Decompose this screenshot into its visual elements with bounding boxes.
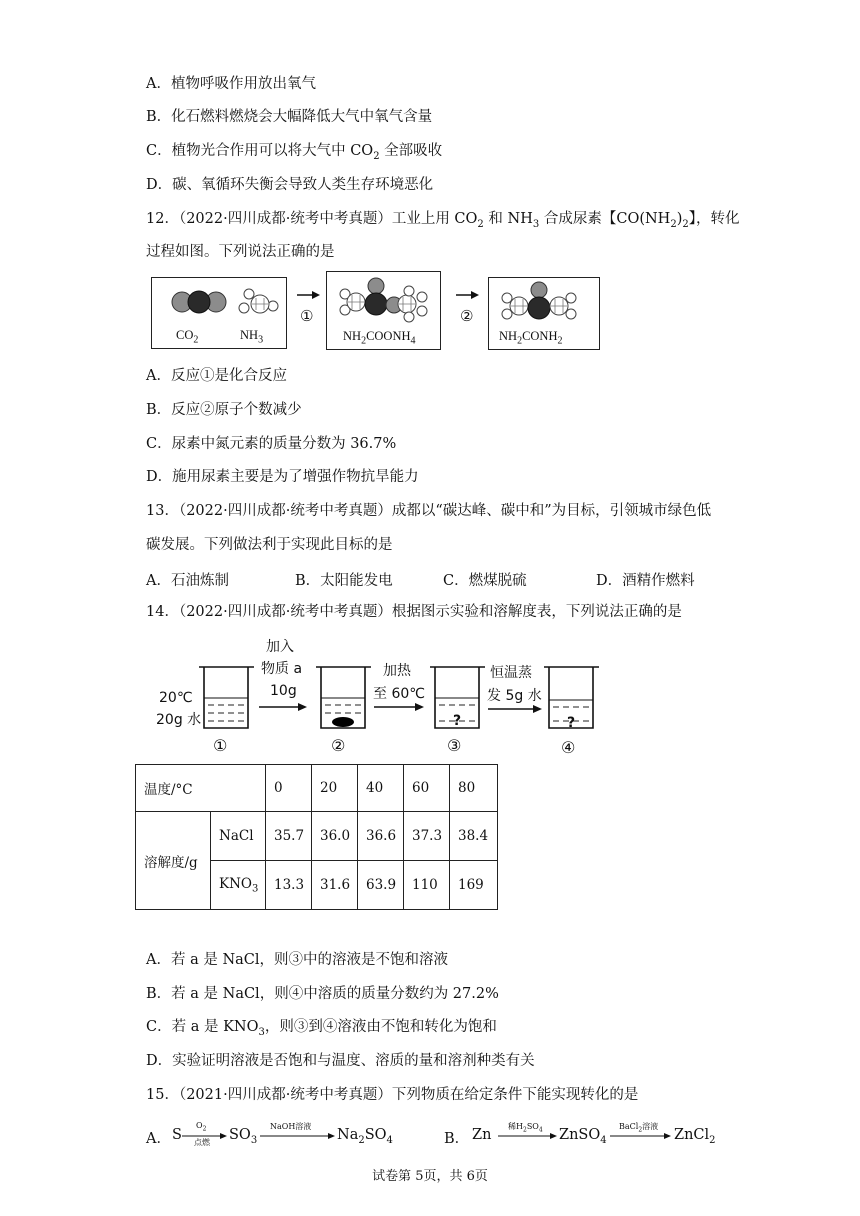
- table-cell: 60: [404, 765, 450, 812]
- arrow-a2: [260, 1133, 336, 1139]
- q11-option-d: D．碳、氧循环失衡会导致人类生存环境恶化: [146, 177, 434, 193]
- q13-options: [146, 569, 746, 589]
- step2-label: ②: [460, 307, 474, 325]
- heat-label-2: 至 60℃: [373, 686, 425, 702]
- urea-label: $NH_2CONH_2$: [499, 329, 563, 347]
- q12-stem-line2: 过程如图。下列说法正确的是: [146, 244, 335, 260]
- condition-dilute-h2so4: 稀$H_2SO_4$: [508, 1122, 543, 1134]
- so3: $SO_3$: [229, 1127, 258, 1146]
- evaporate-label-2: 发 5g 水: [487, 688, 542, 704]
- q12-option-b: B．反应②原子个数减少: [146, 402, 302, 418]
- molecule-box-intermediate: [326, 271, 441, 350]
- table-row-temperature: [136, 765, 498, 812]
- condition-naoh: NaOH溶液: [270, 1122, 312, 1131]
- q14-option-a: A．若 a 是 NaCl，则③中的溶液是不饱和溶液: [146, 952, 449, 968]
- solubility-table: [135, 764, 498, 910]
- table-cell: 40: [358, 765, 404, 812]
- table-cell: 80: [450, 765, 498, 812]
- beaker-1: [196, 664, 256, 732]
- table-row-nacl: [136, 812, 498, 861]
- sulfur: S: [172, 1127, 182, 1143]
- co2-label: $CO_2$: [176, 328, 199, 346]
- q13-option-b: B．太阳能发电: [295, 573, 393, 589]
- q14-stem: 14．（2022·四川成都·统考中考真题）根据图示实验和溶解度表，下列说法正确的是: [146, 604, 682, 620]
- q12-option-a: A．反应①是化合反应: [146, 368, 287, 384]
- table-cell: 36.0: [312, 812, 358, 861]
- table-cell: 0: [266, 765, 312, 812]
- zinc: Zn: [472, 1127, 492, 1143]
- arrow-heat: [373, 702, 427, 712]
- add-label-3: 10g: [270, 683, 297, 699]
- table-cell: 13.3: [266, 861, 312, 910]
- q15-option-b-label: B．: [444, 1131, 470, 1147]
- arrow-add: [258, 702, 310, 712]
- condition-o2: $O_2$: [196, 1121, 207, 1133]
- step1-label: ①: [300, 307, 314, 325]
- q15-option-a-label: A．: [146, 1131, 171, 1147]
- q11-option-c: C．植物光合作用可以将大气中 $CO_2$ 全部吸收: [146, 143, 443, 162]
- table-cell: 31.6: [312, 861, 358, 910]
- evaporate-label-1: 恒温蒸: [490, 665, 532, 681]
- q13-option-d: D．酒精作燃料: [596, 573, 695, 589]
- beaker-3-label: ③: [447, 736, 462, 755]
- q13-stem: 13．（2022·四川成都·统考中考真题）成都以“碳达峰、碳中和”为目标，引领城市绿色低: [146, 503, 712, 519]
- initial-water: 20g 水: [156, 712, 202, 728]
- q12-option-c: C．尿素中氮元素的质量分数为 36.7%: [146, 436, 397, 452]
- molecule-box-product: [488, 277, 600, 350]
- condition-bacl2: BaCl$_2$溶液: [619, 1122, 659, 1134]
- kno3-label: $KNO_3$: [211, 861, 266, 910]
- page-footer: 试卷第 5页，共 6页: [372, 1169, 488, 1184]
- q15-stem: 15．（2021·四川成都·统考中考真题）下列物质在给定条件下能实现转化的是: [146, 1087, 639, 1103]
- nacl-label: NaCl: [211, 812, 266, 861]
- co2-nh3-molecules: [152, 278, 286, 348]
- q14-option-b: B．若 a 是 NaCl，则④中溶质的质量分数约为 27.2%: [146, 986, 499, 1002]
- beaker-2-label: ②: [331, 736, 346, 755]
- arrow-b2: [610, 1133, 672, 1139]
- q11-option-a: A．植物呼吸作用放出氧气: [146, 76, 316, 92]
- solubility-header: 溶解度/g: [136, 812, 211, 910]
- beaker-4-unknown: ?: [567, 715, 576, 731]
- q14-option-c: C．若 a 是 $KNO_3$，则③到④溶液由不饱和转化为饱和: [146, 1019, 497, 1038]
- table-cell: 37.3: [404, 812, 450, 861]
- add-label-2: 物质 a: [261, 661, 303, 677]
- beaker-1-label: ①: [213, 736, 228, 755]
- beaker-2: [313, 664, 373, 732]
- heat-label-1: 加热: [383, 663, 411, 679]
- q13-stem-line2: 碳发展。下列做法利于实现此目标的是: [146, 537, 393, 553]
- nh3-label: $NH_3$: [240, 328, 264, 346]
- table-cell: 169: [450, 861, 498, 910]
- q12-stem: 12．（2022·四川成都·统考中考真题）工业上用 $CO_2$ 和 $NH_3$ 合成尿素【$CO(NH_2)_2$】，转化: [146, 211, 740, 230]
- beaker-4-label: ④: [561, 738, 576, 757]
- arrow-evaporate: [487, 704, 545, 714]
- table-cell: 38.4: [450, 812, 498, 861]
- table-cell: 110: [404, 861, 450, 910]
- initial-temperature: 20℃: [159, 690, 193, 706]
- table-cell: 20: [312, 765, 358, 812]
- beaker-3-unknown: ?: [453, 713, 462, 729]
- arrow-step2: [455, 290, 481, 300]
- temperature-header: 温度/°C: [136, 765, 266, 812]
- q11-option-b: B．化石燃料燃烧会大幅降低大气中氧气含量: [146, 109, 433, 125]
- arrow-b1: [498, 1133, 558, 1139]
- znso4: ZnSO$_4$: [559, 1127, 607, 1146]
- table-cell: 35.7: [266, 812, 312, 861]
- nh2coonh4-label: $NH_2COONH_4$: [343, 329, 416, 347]
- q13-option-c: C．燃煤脱硫: [443, 573, 527, 589]
- table-cell: 63.9: [358, 861, 404, 910]
- table-cell: 36.6: [358, 812, 404, 861]
- q14-option-d: D．实验证明溶液是否饱和与温度、溶质的量和溶剂种类有关: [146, 1053, 535, 1069]
- zncl2: ZnCl$_2$: [674, 1127, 716, 1146]
- condition-ignite: 点燃: [194, 1138, 210, 1147]
- molecule-box-reactants: [151, 277, 287, 349]
- arrow-step1: [296, 290, 322, 300]
- q13-option-a: A．石油炼制: [146, 573, 229, 589]
- na2so4: $Na_2SO_4$: [337, 1127, 393, 1146]
- q12-option-d: D．施用尿素主要是为了增强作物抗旱能力: [146, 469, 419, 485]
- add-label-1: 加入: [266, 639, 294, 655]
